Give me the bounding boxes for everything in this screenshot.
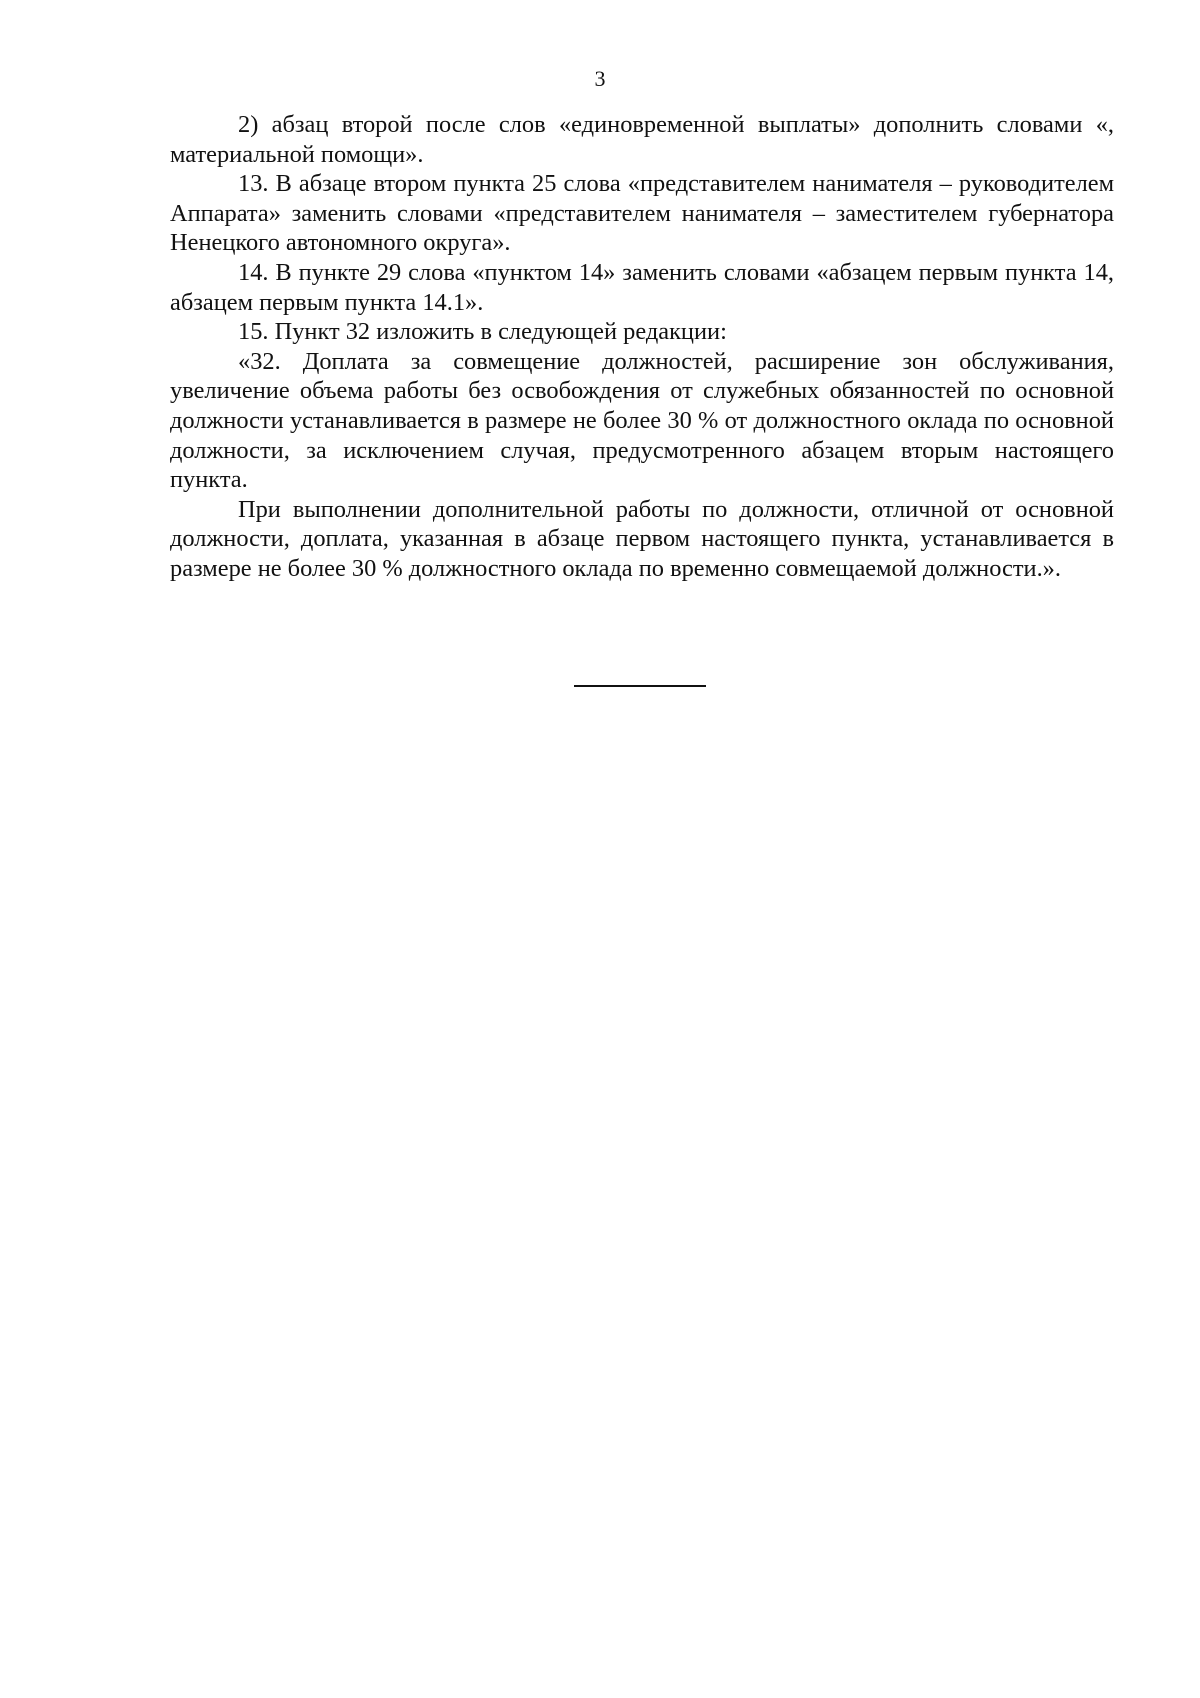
end-of-document-rule xyxy=(574,685,706,687)
paragraph-item-14: 14. В пункте 29 слова «пунктом 14» заменить словами «абзацем первым пункта 14, абзацем первым пункта 14.1». xyxy=(170,258,1114,316)
paragraph-clause-32-second: При выполнении дополнительной работы по должности, отличной от основной должности, доплата, указанная в абзаце первом настоящего пункта, устанавливается в размере не более 30 % должностного оклада по временно совмещаемой должности.». xyxy=(170,495,1114,582)
page-number: 3 xyxy=(594,66,606,91)
paragraph-item-2: 2) абзац второй после слов «единовременной выплаты» дополнить словами «, материальной помощи». xyxy=(170,111,1114,168)
paragraph-item-15: 15. Пункт 32 изложить в следующей редакции: xyxy=(238,318,727,346)
paragraph-item-13: 13. В абзаце втором пункта 25 слова «представителем нанимателя – руководителем Аппарата» заменить словами «представителем нанимателя – заместителем губернатора Ненецкого автономного округа». xyxy=(170,170,1114,257)
document-body xyxy=(170,110,1114,584)
paragraph-clause-32: «32. Доплата за совмещение должностей, расширение зон обслуживания, увеличение объема работы без освобождения от служебных обязанностей по основной должности устанавливается в размере не более 30 % от должностного оклада по основной должности, за исключением случая, предусмотренного абзацем вторым настоящего пункта. xyxy=(170,347,1114,494)
